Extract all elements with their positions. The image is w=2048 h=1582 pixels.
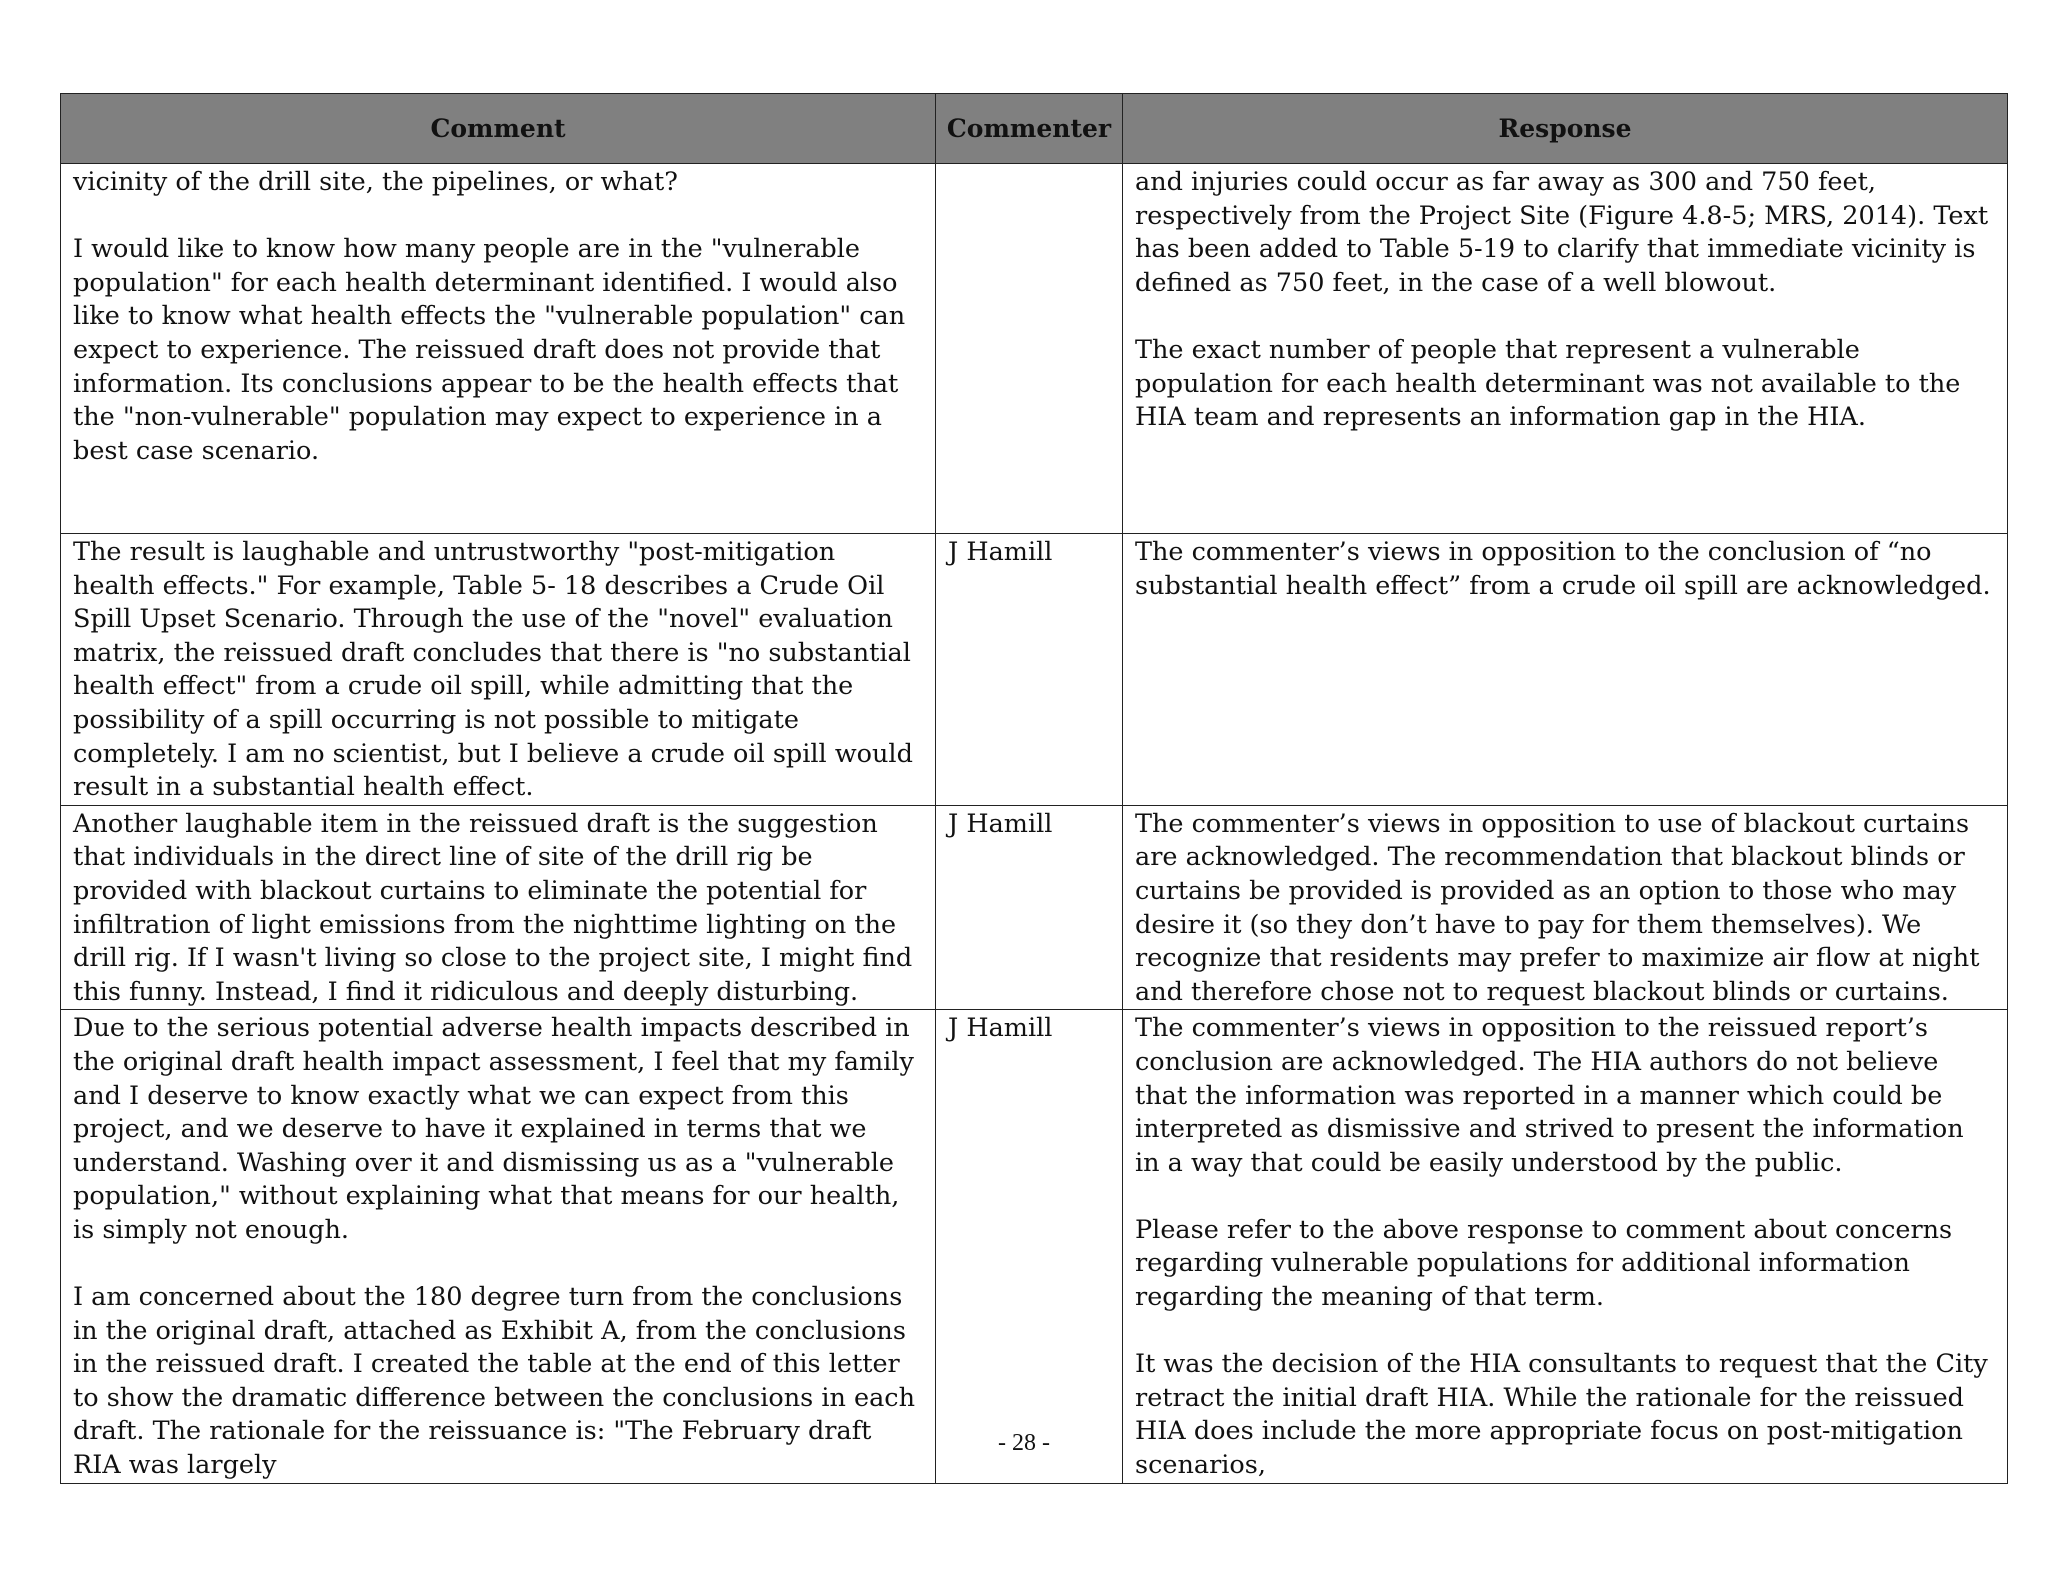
comment-cell — [61, 1010, 936, 1483]
comment-cell — [61, 534, 936, 806]
response-cell — [1123, 1010, 2008, 1483]
comment-paragraph: Another laughable item in the reissued draft is the suggestion that individuals in the direct line of site of the drill rig be provided with blackout curtains to eliminate the potential for infiltration of light emissions from the nighttime lighting on the drill rig. If I wasn't living so close to the project site, I might find this funny. Instead, I find it ridiculous and deeply disturbing. — [73, 808, 913, 1007]
column-header-response: Response — [1123, 94, 2008, 164]
response-paragraph: and injuries could occur as far away as 300 and 750 feet, respectively from the Project Site (Figure 4.8-5; MRS, 2014). Text has been added to Table 5-19 to clarify that immediate vicinity is defined as 750 feet, in the case of a well blowout. — [1135, 167, 1989, 298]
comment-paragraph: I would like to know how many people are in the "vulnerable population" for each health determinant identified. I would also like to know what health effects the "vulnerable population" can expect to experience. The reissued draft does not provide that information. Its conclusions appear to be the health effects that the "non-vulnerable" population may expect to experience in a best case scenario. — [73, 234, 906, 466]
response-cell — [1123, 164, 2008, 534]
comment-paragraph: I am concerned about the 180 degree turn from the conclusions in the original draft, attached as Exhibit A, from the conclusions in the reissued draft. I created the table at the end of this letter to show the dramatic difference between the conclusions in each draft. The rationale for the reissuance is: "The February draft RIA was largely — [73, 1282, 915, 1481]
response-paragraph: The commenter’s views in opposition to use of blackout curtains are acknowledged. The recommendation that blackout blinds or curtains be provided is provided as an option to those who may desire it (so they don’t have to pay for them themselves). We recognize that residents may prefer to maximize air flow at night and therefore chose not to request blackout blinds or curtains. — [1135, 808, 1980, 1007]
commenter-cell: J Hamill — [936, 534, 1123, 806]
table-header-row — [61, 94, 2008, 164]
response-paragraph: The exact number of people that represent a vulnerable population for each health determinant was not available to the HIA team and represents an information gap in the HIA. — [1135, 334, 1961, 433]
response-paragraph: The commenter’s views in opposition to the conclusion of “no substantial health effect” from a crude oil spill are acknowledged. — [1135, 537, 1991, 601]
commenter-cell: J Hamill — [936, 1010, 1123, 1483]
table-row — [61, 534, 2008, 806]
table-row — [61, 164, 2008, 534]
response-paragraph: The commenter’s views in opposition to the reissued report’s conclusion are acknowledged. The HIA authors do not believe that the information was reported in a manner which could be interpreted as dismissive and strived to present the information in a way that could be easily understood by the public. — [1135, 1013, 1964, 1178]
commenter-cell — [936, 164, 1123, 534]
response-paragraph: It was the decision of the HIA consultants to request that the City retract the initial draft HIA. While the rationale for the reissued HIA does include the more appropriate focus on post-mitigation scenarios, — [1135, 1349, 1988, 1481]
comment-response-table — [60, 93, 2008, 1484]
table-row — [61, 1010, 2008, 1483]
comment-paragraph: The result is laughable and untrustworthy "post-mitigation health effects." For example, Table 5- 18 describes a Crude Oil Spill Upset Scenario. Through the use of the "novel" evaluation matrix, the reissued draft concludes that there is "no substantial health effect" from a crude oil spill, while admitting that the possibility of a spill occurring is not possible to mitigate completely. I am no scientist, but I believe a crude oil spill would result in a substantial health effect. — [73, 537, 913, 803]
page-number: - 28 - — [998, 1430, 1050, 1456]
comment-response-table-container — [60, 93, 2007, 1484]
response-cell — [1123, 805, 2008, 1010]
commenter-cell: J Hamill — [936, 805, 1123, 1010]
comment-paragraph: vicinity of the drill site, the pipelines, or what? — [73, 167, 678, 197]
column-header-commenter: Commenter — [936, 94, 1123, 164]
comment-paragraph: Due to the serious potential adverse health impacts described in the original draft health impact assessment, I feel that my family and I deserve to know exactly what we can expect from this project, and we deserve to have it explained in terms that we understand. Washing over it and dismissing us as a "vulnerable population," without explaining what that means for our health, is simply not enough. — [73, 1013, 914, 1245]
comment-cell — [61, 805, 936, 1010]
response-cell — [1123, 534, 2008, 806]
response-paragraph: Please refer to the above response to comment about concerns regarding vulnerable populations for additional information regarding the meaning of that term. — [1135, 1214, 1953, 1313]
column-header-comment: Comment — [61, 94, 936, 164]
comment-cell — [61, 164, 936, 534]
table-row — [61, 805, 2008, 1010]
